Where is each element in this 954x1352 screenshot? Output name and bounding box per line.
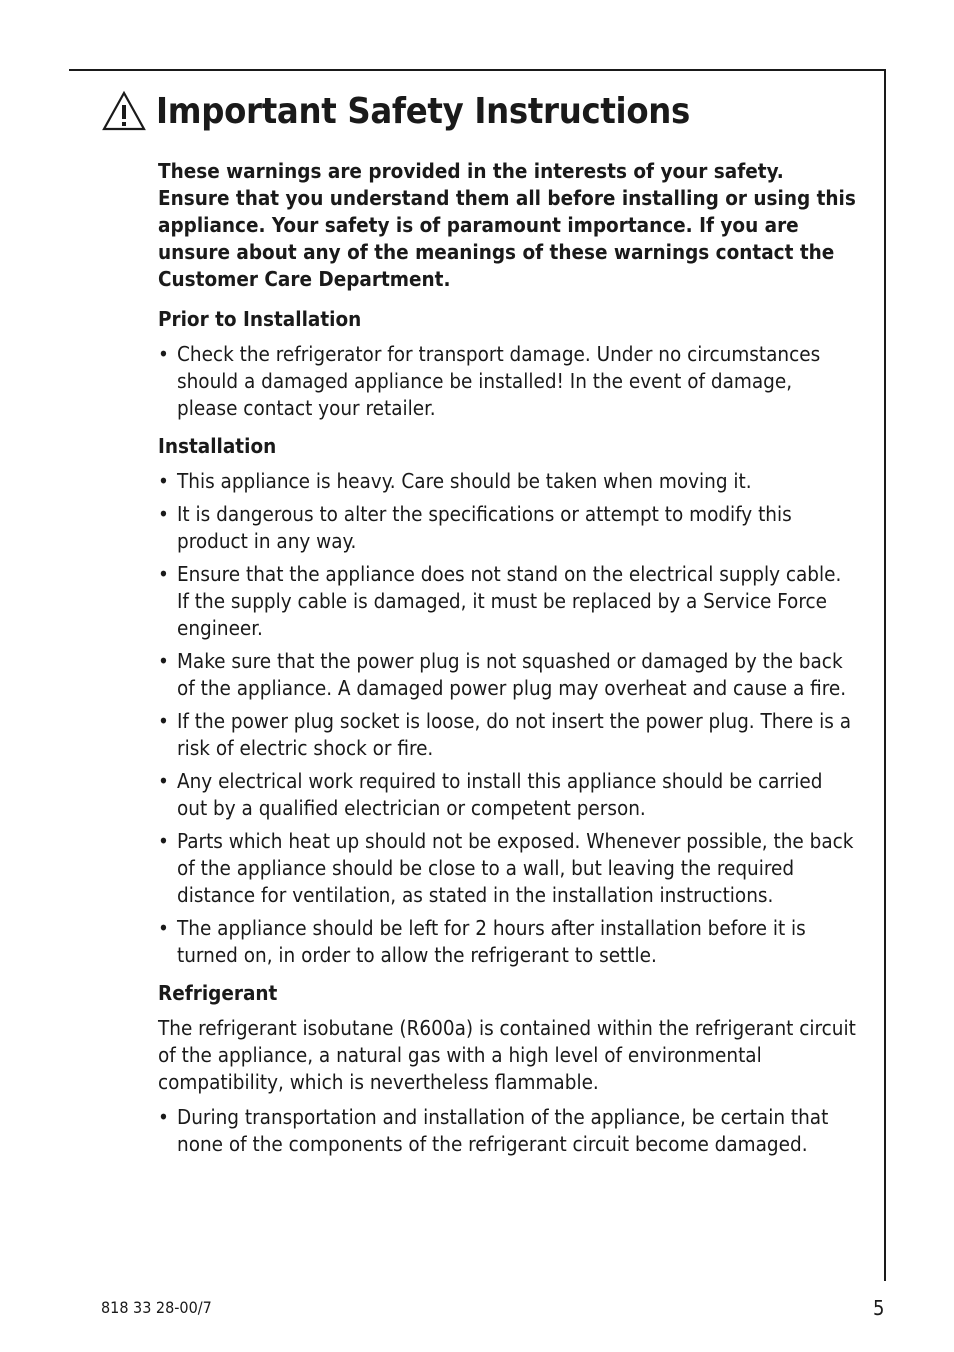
installation-list [158, 468, 858, 969]
top-rule [69, 69, 886, 71]
list-item: • If the power plug socket is loose, do not insert the power plug. There is a risk of electric shock or fire. [158, 708, 858, 762]
content [158, 158, 858, 1169]
heading-prior-to-installation: Prior to Installation [158, 307, 362, 331]
page-number: 5 [873, 1296, 885, 1320]
heading-refrigerant: Refrigerant [158, 981, 278, 1005]
right-rule [884, 69, 886, 1281]
list-item: • Parts which heat up should not be exposed. Whenever possible, the back of the appliance should be close to a wall, but leaving the required distance for ventilation, as stated in the installation instructions. [158, 828, 858, 909]
list-item: • Ensure that the appliance does not stand on the electrical supply cable. If the supply cable is damaged, it must be replaced by a Service Force engineer. [158, 561, 858, 642]
heading-installation: Installation [158, 434, 277, 458]
refrigerant-paragraph: The refrigerant isobutane (R600a) is contained within the refrigerant circuit of the appliance, a natural gas with a high level of environmental compatibility, which is nevertheless flammable. [158, 1016, 856, 1094]
title-row [101, 88, 690, 134]
list-item: • The appliance should be left for 2 hours after installation before it is turned on, in order to allow the refrigerant to settle. [158, 915, 858, 969]
list-item: • Make sure that the power plug is not squashed or damaged by the back of the appliance. A damaged power plug may overheat and cause a fire. [158, 648, 858, 702]
warning-triangle-icon [101, 90, 147, 132]
prior-list [158, 341, 858, 422]
refrigerant-list [158, 1104, 858, 1158]
intro-paragraph: These warnings are provided in the interests of your safety. Ensure that you understand them all before installing or using this appliance. Your safety is of paramount importance. If you are unsure about any of the meanings of these warnings contact the Customer Care Department. [158, 159, 856, 291]
document-code: 818 33 28-00/7 [101, 1298, 212, 1317]
list-item: • During transportation and installation of the appliance, be certain that none of the components of the refrigerant circuit become damaged. [158, 1104, 858, 1158]
list-item: • Any electrical work required to install this appliance should be carried out by a qualified electrician or competent person. [158, 768, 858, 822]
list-item: • This appliance is heavy. Care should be taken when moving it. [158, 468, 858, 495]
page-title: Important Safety Instructions [156, 90, 691, 132]
list-item: • It is dangerous to alter the specifications or attempt to modify this product in any way. [158, 501, 858, 555]
list-item: • Check the refrigerator for transport damage. Under no circumstances should a damaged appliance be installed! In the event of damage, please contact your retailer. [158, 341, 858, 422]
